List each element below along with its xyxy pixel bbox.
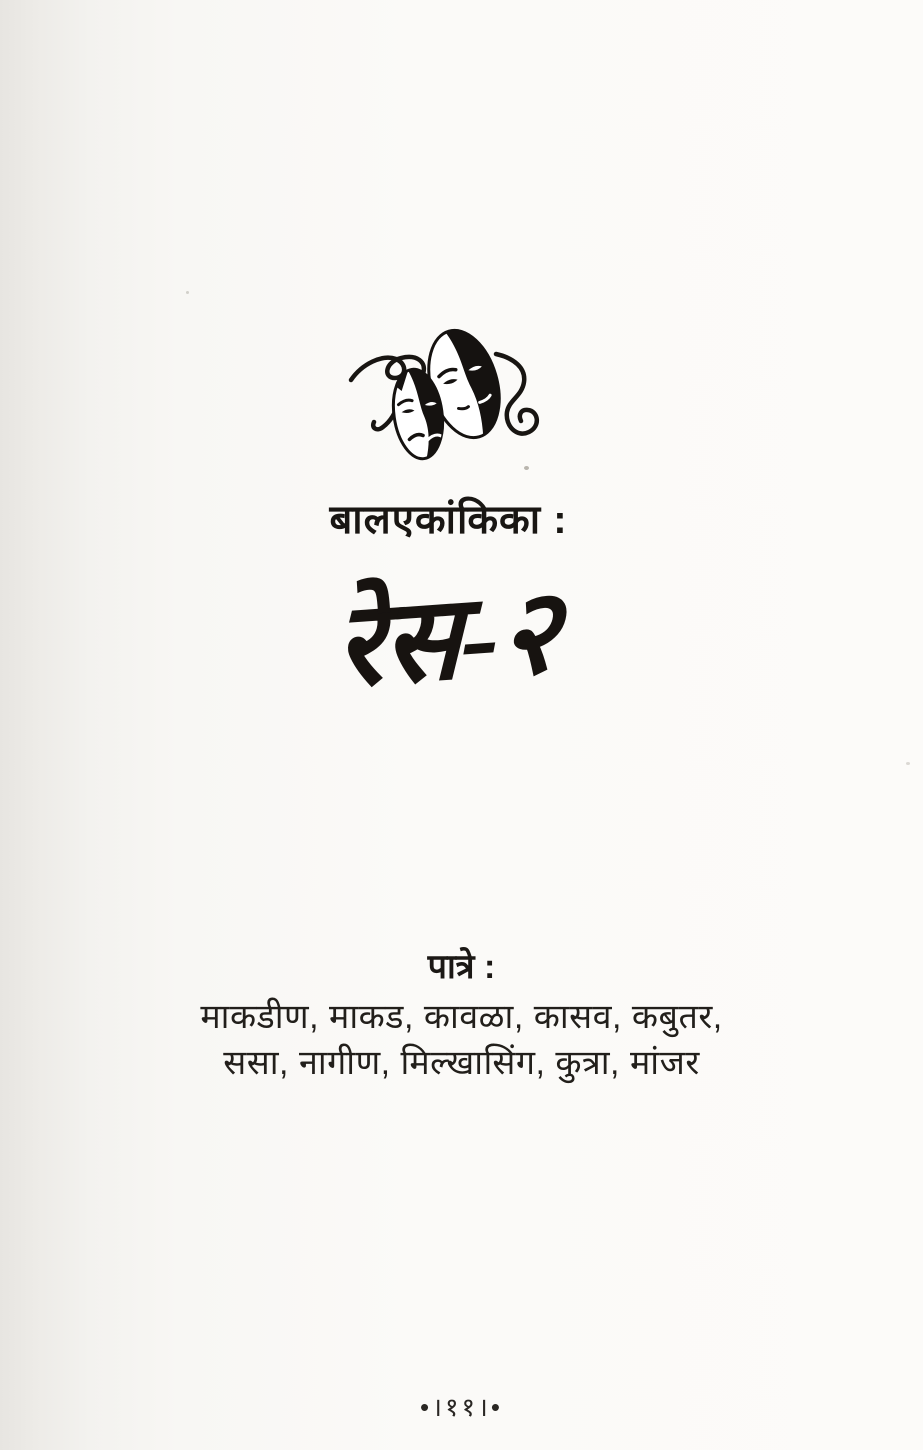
- cast-line-1: माकडीण, माकड, कावळा, कासव, कबुतर,: [200, 998, 723, 1036]
- ribbon-right-icon: [496, 354, 537, 434]
- scan-speck: [906, 762, 910, 765]
- cast-heading: पात्रे :: [427, 948, 496, 986]
- scan-speck: [186, 291, 189, 294]
- theater-masks-illustration: [348, 314, 584, 466]
- play-title-calligraphy: रेस-२: [335, 568, 560, 712]
- cast-line-2: ससा, नागीण, मिल्खासिंग, कुत्रा, मांजर: [223, 1044, 700, 1082]
- page-number: •।११।•: [420, 1392, 503, 1422]
- theater-masks-icon: [348, 314, 584, 466]
- scan-speck: [524, 466, 529, 470]
- genre-label: बालएकांकिका :: [329, 498, 568, 542]
